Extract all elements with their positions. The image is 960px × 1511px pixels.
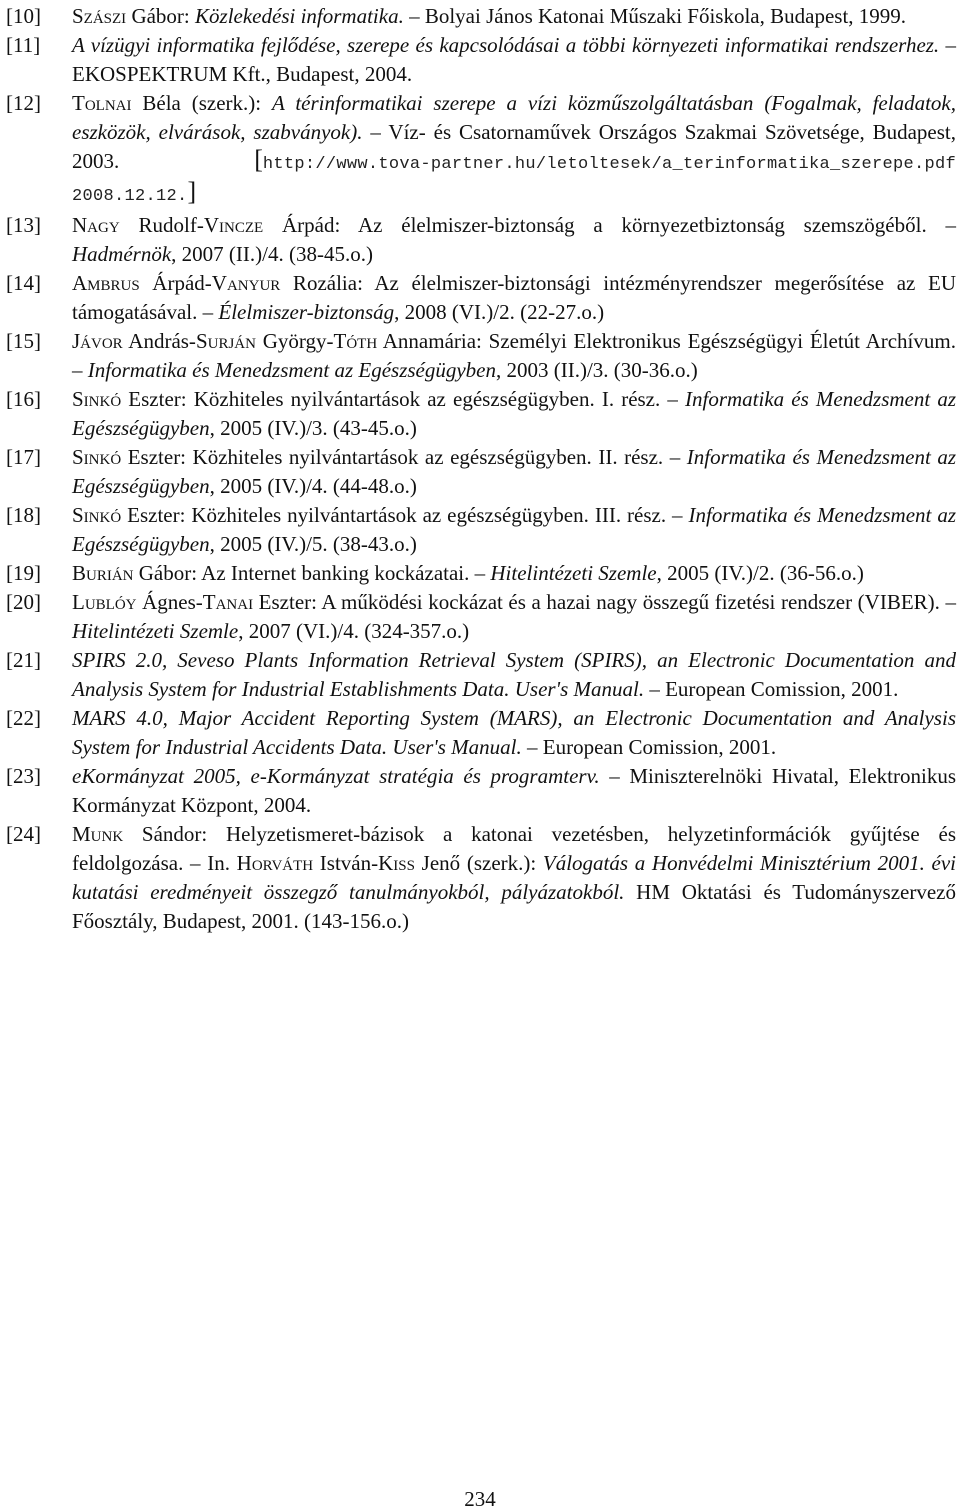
reference-text: , 2005 (IV.)/3. (43-45.o.) (209, 416, 417, 440)
reference-text: Jenő (szerk.): (414, 851, 543, 875)
author-surname: Tanai (202, 590, 254, 614)
reference-text: – Bolyai János Katonai Műszaki Főiskola, Budapest, 1999. (403, 4, 907, 28)
reference-title: A vízügyi informatika fejlődése, szerepe és kapcsolódásai a többi környezeti informatikai rendszerhez. (72, 33, 940, 57)
reference-item (6, 385, 956, 443)
author-surname: Vincze (203, 213, 264, 237)
reference-text: Árpád- (139, 271, 212, 295)
author-surname: Sinkó (72, 445, 122, 469)
reference-text: – Miniszterelnöki Hivatal, Elektronikus Kormányzat Központ, 2004. (72, 764, 956, 817)
reference-title: Hitelintézeti Szemle (72, 619, 239, 643)
author-surname: Burián (72, 561, 134, 585)
reference-text: – EKOSPEKTRUM Kft., Budapest, 2004. (72, 33, 956, 86)
author-surname: Sinkó (72, 387, 122, 411)
reference-number: [22] (6, 706, 41, 730)
reference-title: Válogatás a Honvédelmi Minisztérium 2001. évi kutatási eredményeit összegző tanulmányokból, pályázatokból. (72, 851, 956, 904)
reference-text: Eszter: Közhiteles nyilvántartások az egészségügyben. III. rész. – (121, 503, 689, 527)
reference-text: , 2005 (IV.)/2. (36-56.o.) (656, 561, 864, 585)
author-surname: Szászi (72, 4, 127, 28)
reference-title: Informatika és Menedzsment az Egészségügyben (87, 358, 496, 382)
reference-text: György- (255, 329, 334, 353)
reference-item (6, 31, 956, 89)
reference-item (6, 588, 956, 646)
reference-text: Árpád: Az élelmiszer-biztonság a környezetbiztonság szemszögéből. – (263, 213, 957, 237)
author-surname: Ambrus (72, 271, 140, 295)
reference-number: [10] (6, 4, 41, 28)
author-surname: Tóth (333, 329, 378, 353)
reference-title: A térinformatikai szerepe a vízi közműszolgáltatásban (Fogalmak, feladatok, eszközök, elvárások, szabványok). (72, 91, 956, 144)
author-surname: Vanyur (211, 271, 281, 295)
reference-text: – European Comission, 2001. (521, 735, 777, 759)
reference-item (6, 211, 956, 269)
reference-text: Rozália: Az élelmiszer-biztonsági intézményrendszer megerősítése az EU támogatásával. – (72, 271, 956, 324)
author-surname: Surján (195, 329, 256, 353)
author-surname: Nagy (72, 213, 120, 237)
reference-text: Annamária: Személyi Elektronikus Egészségügyi Életút Archívum. – (72, 329, 956, 382)
reference-text: Rudolf- (119, 213, 204, 237)
reference-text: Eszter: Közhiteles nyilvántartások az egészségügyben. II. rész. – (121, 445, 687, 469)
reference-number: [16] (6, 387, 41, 411)
reference-title: SPIRS 2.0, Seveso Plants Information Retrieval System (SPIRS), an Electronic Documentation and Analysis System for Industrial Establishments Data. User's Manual. (72, 648, 956, 701)
reference-text: István- (313, 851, 379, 875)
url-bracket: ] (187, 177, 197, 206)
reference-list (6, 2, 956, 936)
reference-item (6, 89, 956, 211)
author-surname: Kiss (378, 851, 415, 875)
reference-text: , 2003 (II.)/3. (30-36.o.) (496, 358, 698, 382)
reference-number: [18] (6, 503, 41, 527)
reference-text: , 2007 (VI.)/4. (324-357.o.) (238, 619, 470, 643)
reference-item (6, 501, 956, 559)
reference-number: [13] (6, 213, 41, 237)
reference-text: Ágnes- (136, 590, 203, 614)
reference-text: Gábor: (126, 4, 196, 28)
reference-item (6, 820, 956, 936)
reference-title: Élelmiszer-biztonság (218, 300, 395, 324)
reference-item (6, 269, 956, 327)
reference-item (6, 327, 956, 385)
url-bracket: [ (254, 145, 263, 174)
reference-number: [17] (6, 445, 41, 469)
reference-text: – European Comission, 2001. (644, 677, 899, 701)
reference-item (6, 762, 956, 820)
reference-title: Hitelintézeti Szemle (490, 561, 657, 585)
reference-text: , 2005 (IV.)/4. (44-48.o.) (209, 474, 417, 498)
reference-number: [15] (6, 329, 41, 353)
reference-title: eKormányzat 2005, e-Kormányzat stratégia és programterv. (72, 764, 600, 788)
page-number: 234 (464, 1487, 496, 1511)
author-surname: Munk (72, 822, 124, 846)
reference-text: , 2005 (IV.)/5. (38-43.o.) (209, 532, 417, 556)
reference-text: , 2007 (II.)/4. (38-45.o.) (171, 242, 373, 266)
reference-title: Közlekedési informatika. (195, 4, 404, 28)
reference-title: Informatika és Menedzsment az Egészségügyben (72, 445, 956, 498)
reference-title: MARS 4.0, Major Accident Reporting System (MARS), an Electronic Documentation and Analysis System for Industrial Accidents Data. User's Manual. (72, 706, 956, 759)
reference-text: HM Oktatási és Tudományszervező Főosztály, Budapest, 2001. (143-156.o.) (72, 880, 956, 933)
reference-number: [12] (6, 91, 41, 115)
reference-number: [20] (6, 590, 41, 614)
reference-number: [19] (6, 561, 41, 585)
reference-item (6, 646, 956, 704)
reference-number: [11] (6, 33, 41, 57)
reference-number: [14] (6, 271, 41, 295)
author-surname: Tolnai (72, 91, 132, 115)
reference-text: Eszter: A működési kockázat és a hazai nagy összegű fizetési rendszer (VIBER). – (253, 590, 957, 614)
author-surname: Lublóy (72, 590, 137, 614)
reference-item (6, 2, 956, 31)
reference-text: , 2008 (VI.)/2. (22-27.o.) (394, 300, 605, 324)
reference-item (6, 559, 956, 588)
author-surname: Sinkó (72, 503, 122, 527)
reference-text: Gábor: Az Internet banking kockázatai. – (133, 561, 491, 585)
reference-text: Sándor: Helyzetismeret-bázisok a katonai vezetésben, helyzetinformációk gyűjtése és feldolgozása. – In. (72, 822, 956, 875)
author-surname: Horváth (236, 851, 314, 875)
reference-text: Eszter: Közhiteles nyilvántartások az egészségügyben. I. rész. – (121, 387, 685, 411)
reference-item (6, 704, 956, 762)
reference-text: András- (122, 329, 196, 353)
reference-item (6, 443, 956, 501)
reference-number: [21] (6, 648, 41, 672)
author-surname: Jávor (72, 329, 123, 353)
reference-text: Béla (szerk.): (131, 91, 273, 115)
reference-number: [23] (6, 764, 41, 788)
reference-title: Hadmérnök (72, 242, 172, 266)
reference-text: – Víz- és Csatornaművek Országos Szakmai Szövetsége, Budapest, 2003. (72, 120, 957, 173)
reference-number: [24] (6, 822, 41, 846)
reference-title: Informatika és Menedzsment az Egészségügyben (72, 503, 956, 556)
reference-url: http://www.tova-partner.hu/letoltesek/a_terinformatika_szerepe.pdf 2008.12.12. (72, 155, 956, 206)
reference-title: Informatika és Menedzsment az Egészségügyben (72, 387, 956, 440)
